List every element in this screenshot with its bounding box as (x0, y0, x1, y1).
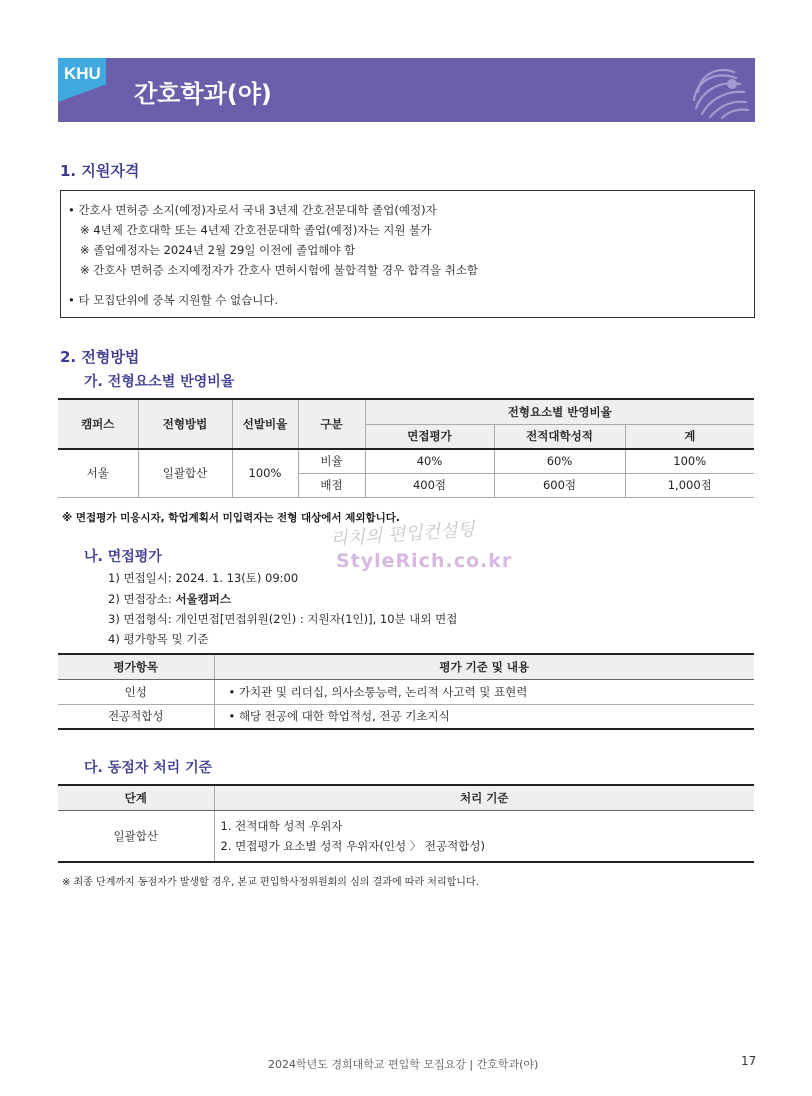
interview-item-value: 개인면접[면접위원(2인) : 지원자(1인)], 10분 내외 면접 (175, 612, 458, 626)
page-number: 17 (741, 1054, 757, 1068)
tie-criterion: 1. 전적대학 성적 우위자 (220, 818, 343, 833)
table-row (58, 679, 754, 704)
watermark-text: 리치의 편입컨설팅 (329, 518, 476, 551)
page-footer: 2024학년도 경희대학교 편입학 모집요강 | 간호학과(야) (268, 1058, 539, 1071)
header-category: 구분 (298, 399, 365, 449)
interview-item (108, 570, 298, 586)
cell-value: 600점 (494, 473, 625, 497)
cell-value: 400점 (365, 473, 494, 497)
eligibility-line: ※ 간호사 면허증 소지예정자가 간호사 면허시험에 불합격할 경우 합격을 취소함 (80, 263, 479, 277)
evaluation-table (58, 653, 754, 730)
cell-eval-desc: • 가치관 및 리더십, 의사소통능력, 논리적 사고력 및 표현력 (214, 679, 754, 704)
eligibility-line: • 타 모집단위에 중복 지원할 수 없습니다. (68, 293, 279, 307)
interview-item-label: 2) 면접장소: (108, 592, 176, 606)
header-stage: 단계 (58, 785, 214, 810)
interview-item-value: 2024. 1. 13(토) 09:00 (175, 571, 299, 585)
header-eval-item: 평가항목 (58, 654, 214, 679)
cell-row-label: 비율 (298, 449, 365, 473)
interview-item-label: 1) 면접일시: (108, 571, 176, 585)
cell-selection-ratio: 100% (232, 449, 298, 497)
cell-row-label: 배점 (298, 473, 365, 497)
header-campus: 캠퍼스 (58, 399, 138, 449)
cell-campus: 서울 (58, 449, 138, 497)
interview-item-label: 3) 면접형식: (108, 612, 176, 626)
subheader-interview: 면접평가 (365, 424, 494, 449)
section-heading-method: 2. 전형방법 (60, 348, 140, 366)
ratio-table (58, 398, 754, 498)
lion-emblem-icon (688, 62, 750, 120)
eligibility-line: ※ 4년제 간호대학 또는 4년제 간호전문대학 졸업(예정)자는 지원 불가 (80, 223, 432, 237)
eligibility-line: ※ 졸업예정자는 2024년 2월 29일 이전에 졸업해야 함 (80, 243, 356, 257)
interview-item (108, 631, 209, 647)
eligibility-line: • 간호사 면허증 소지(예정)자로서 국내 3년제 간호전문대학 졸업(예정)자 (68, 203, 437, 217)
eligibility-box (60, 190, 755, 318)
cell-value: 100% (625, 449, 754, 473)
cell-value: 40% (365, 449, 494, 473)
table-row (58, 449, 754, 473)
cell-method: 일괄합산 (138, 449, 232, 497)
cell-value: 60% (494, 449, 625, 473)
section-heading-eligibility: 1. 지원자격 (60, 162, 140, 180)
header-selection-ratio: 선발비율 (232, 399, 298, 449)
interview-item (108, 611, 457, 627)
subheader-total: 계 (625, 424, 754, 449)
khu-logo-text: KHU (64, 64, 101, 83)
exclusion-note: ※ 면접평가 미응시자, 학업계획서 미입력자는 전형 대상에서 제외합니다. (62, 512, 400, 524)
watermark-url: StyleRich.co.kr (336, 550, 513, 572)
cell-value: 1,000점 (625, 473, 754, 497)
header-tie-criteria: 처리 기준 (214, 785, 754, 810)
subheader-transcript: 전적대학성적 (494, 424, 625, 449)
page-title: 간호학과(야) (134, 80, 272, 108)
header-factor-ratio: 전형요소별 반영비율 (365, 399, 754, 424)
final-tie-note: ※ 최종 단계까지 동점자가 발생할 경우, 본교 편입학사정위원회의 심의 결과에 따라 처리합니다. (62, 877, 479, 888)
interview-item-value: 서울캠퍼스 (175, 592, 231, 606)
interview-item-label: 4) 평가항목 및 기준 (108, 632, 209, 646)
header-eval-criteria: 평가 기준 및 내용 (214, 654, 754, 679)
cell-stage: 일괄합산 (58, 810, 214, 862)
table-row (58, 810, 754, 862)
subheading-ratio: 가. 전형요소별 반영비율 (84, 374, 235, 390)
interview-item (108, 591, 231, 607)
subheading-tie: 다. 동점자 처리 기준 (84, 760, 213, 776)
cell-tie-criteria (214, 810, 754, 862)
subheading-interview: 나. 면접평가 (84, 549, 162, 565)
tie-criterion: 2. 면접평가 요소별 성적 우위자(인성 〉 전공적합성) (220, 838, 485, 853)
table-row (58, 704, 754, 729)
cell-eval-item: 전공적합성 (58, 704, 214, 729)
cell-eval-desc: • 해당 전공에 대한 학업적성, 전공 기초지식 (214, 704, 754, 729)
tie-break-table (58, 784, 754, 863)
cell-eval-item: 인성 (58, 679, 214, 704)
header-method: 전형방법 (138, 399, 232, 449)
